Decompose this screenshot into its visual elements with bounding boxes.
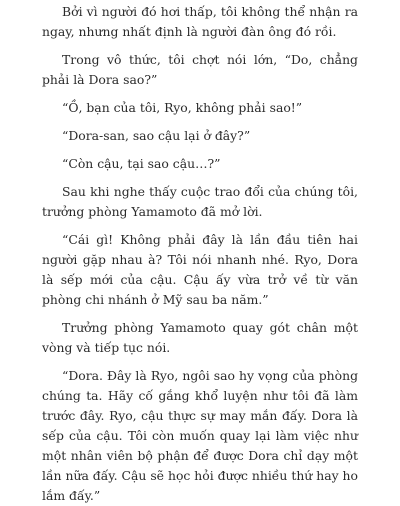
paragraph-9: “Dora. Đây là Ryo, ngôi sao hy vọng của phòng chúng ta. Hãy cố gắng khổ luyện như tôi đã làm trước đây. Ryo, cậu thực sự may mắn đấy. Dora là sếp của cậu. Tôi còn muốn quay lại làm việc như một nhân viên bộ phận để được Dora chỉ dạy một lần nữa đấy. Cậu sẽ học hỏi được nhiều thứ hay ho lắm đấy.” — [42, 368, 358, 503]
paragraph-3: “Ồ, bạn của tôi, Ryo, không phải sao!” — [62, 100, 303, 115]
paragraph-2: Trong vô thức, tôi chợt nói lớn, “Do, chẳng phải là Dora sao?” — [42, 52, 358, 87]
paragraph-6: Sau khi nghe thấy cuộc trao đổi của chúng tôi, trưởng phòng Yamamoto đã mở lời. — [42, 184, 358, 219]
paragraph-4: “Dora-san, sao cậu lại ở đây?” — [62, 128, 251, 143]
paragraph-5: “Còn cậu, tại sao cậu…?” — [62, 156, 221, 171]
paragraph-8: Trưởng phòng Yamamoto quay gót chân một vòng và tiếp tục nói. — [42, 320, 358, 355]
paragraph-7: “Cái gì! Không phải đây là lần đầu tiên hai người gặp nhau à? Tôi nói nhanh nhé. Ryo, Dora là sếp mới của cậu. Cậu ấy vừa trở về từ văn phòng chi nhánh ở Mỹ sau ba năm.” — [42, 232, 358, 307]
paragraph-1: Bởi vì người đó hơi thấp, tôi không thể nhận ra ngay, nhưng nhất định là người đàn ông đó rồi. — [42, 4, 358, 39]
